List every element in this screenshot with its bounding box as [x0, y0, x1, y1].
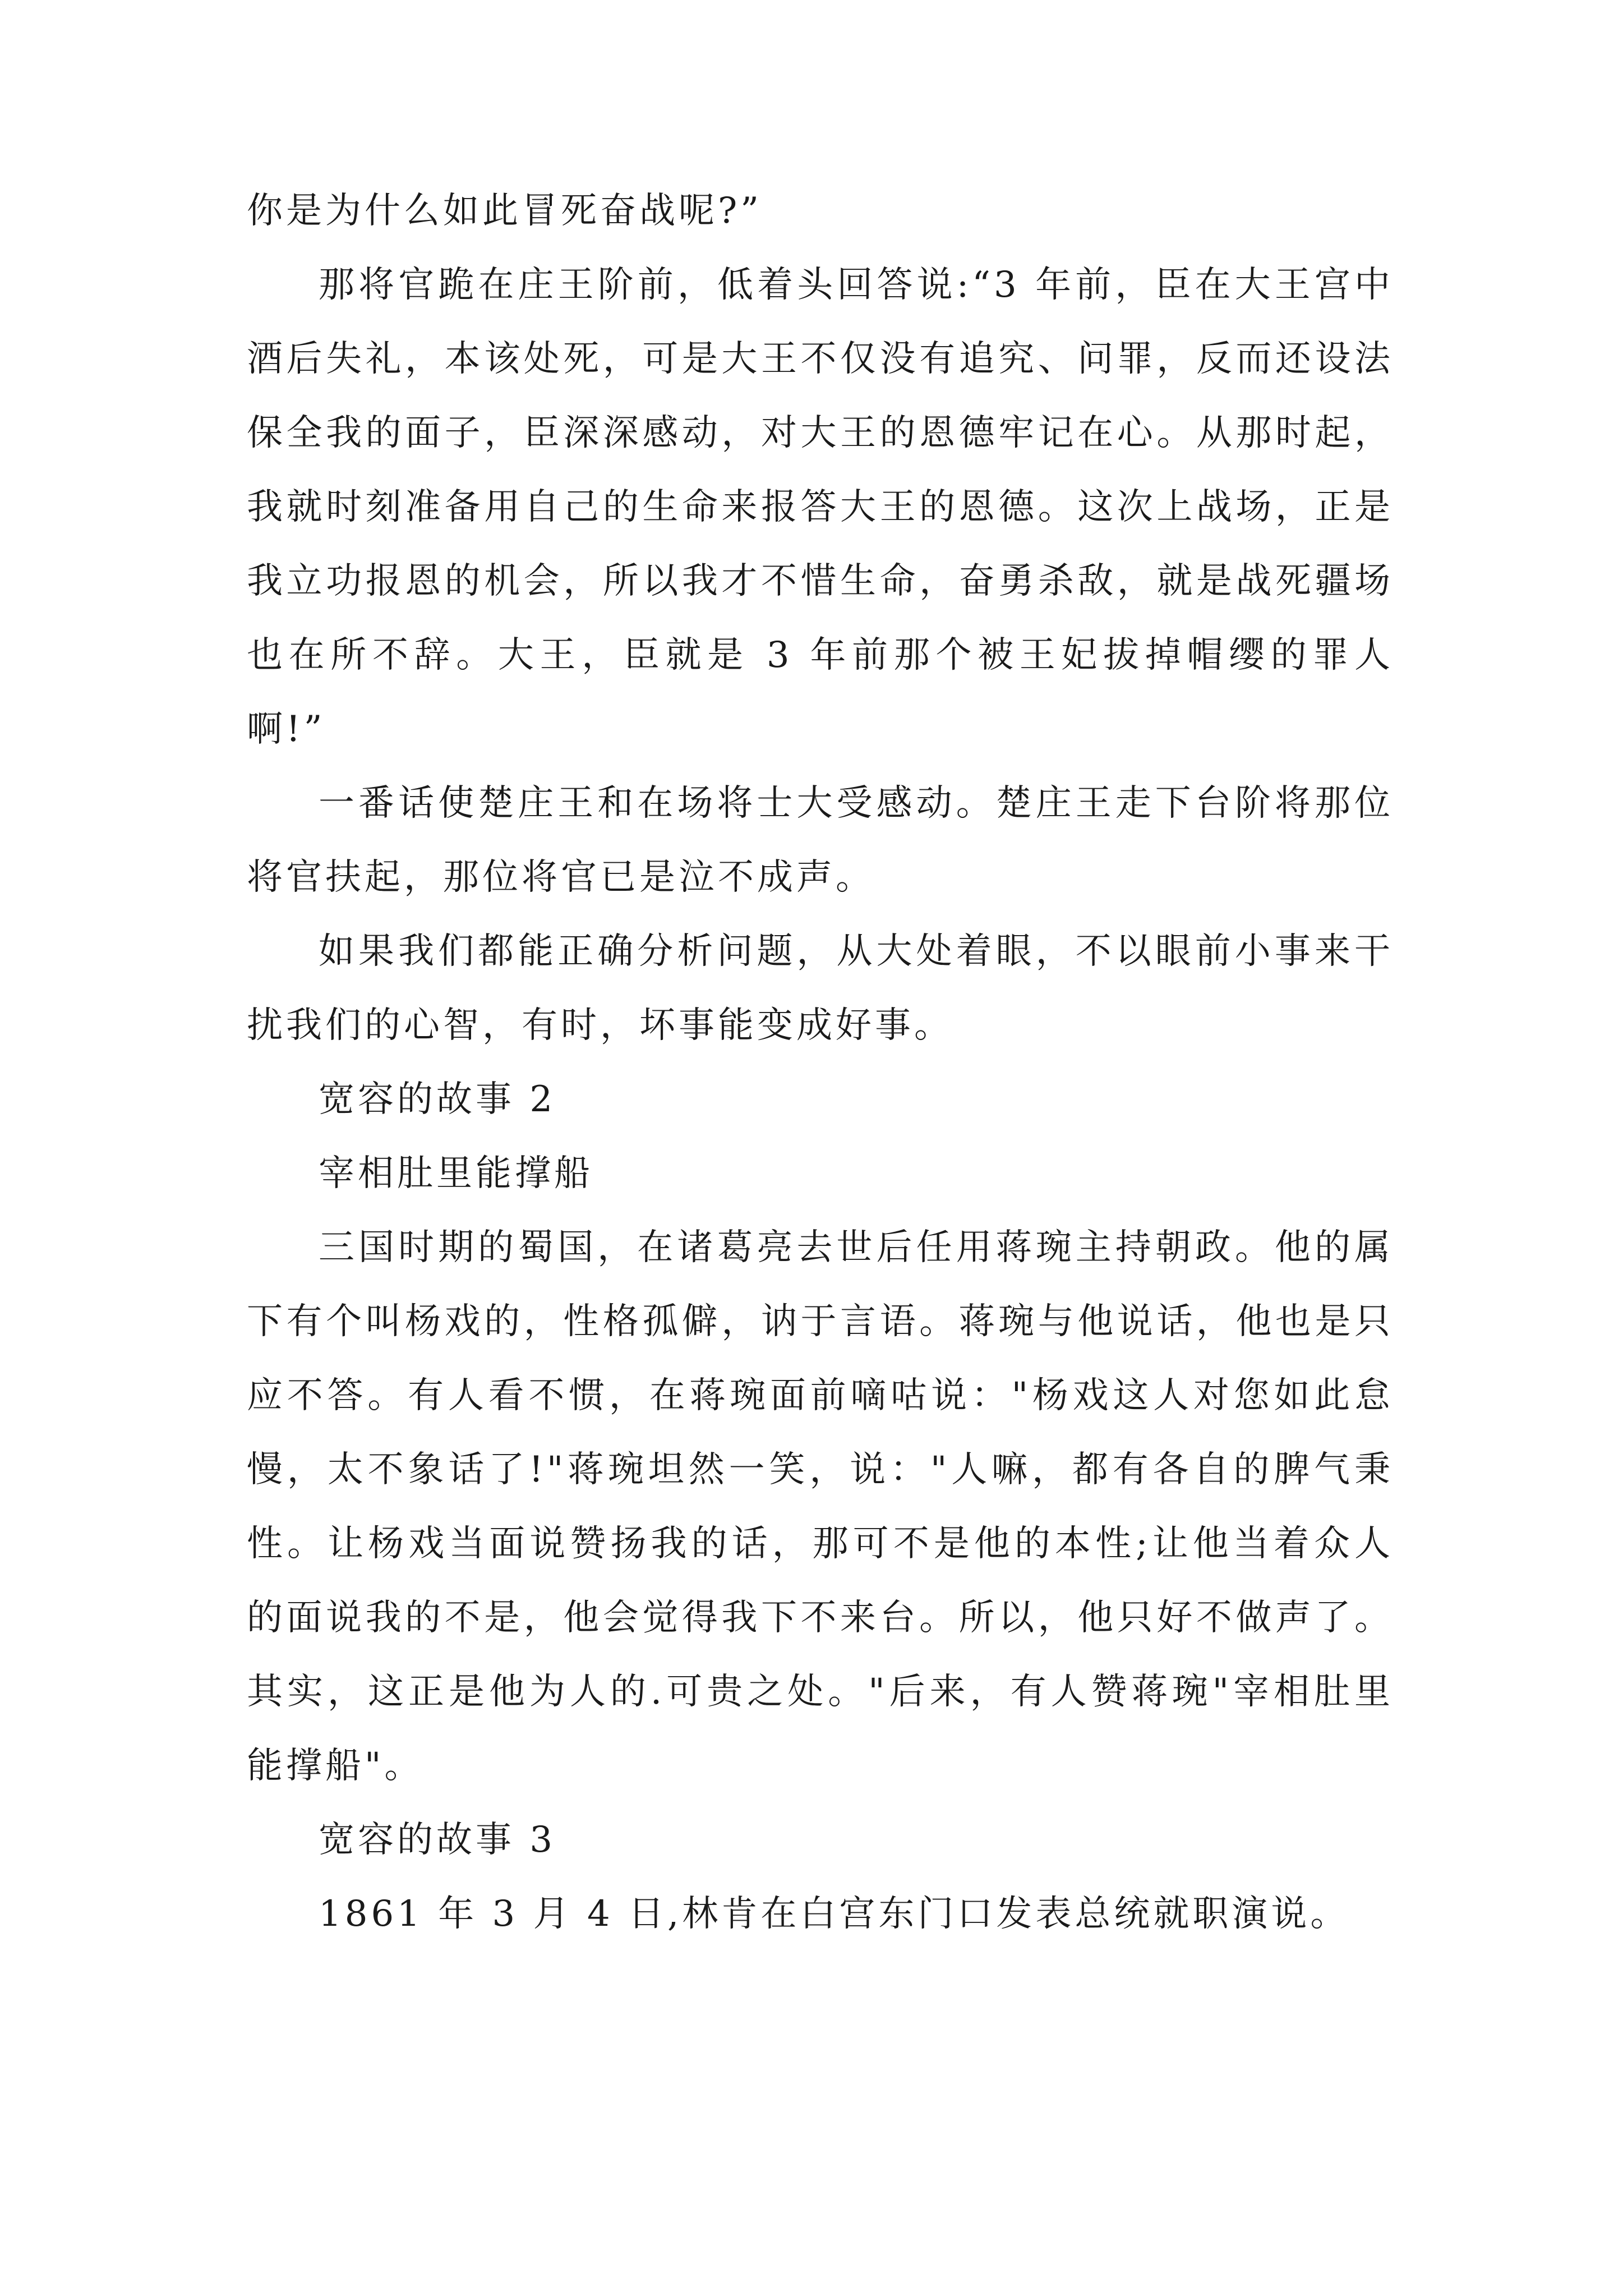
story-title: 宰相肚里能撑船	[319, 1153, 593, 1194]
paragraph-lincoln: 1861 年 3 月 4 日,林肯在白宫东门口发表总统就职演说。	[319, 1893, 1350, 1935]
paragraph-king-moved: 一番话使楚庄王和在场将士大受感动。楚庄王走下台阶将那位将官扶起，那位将官已是泣不成声。	[247, 783, 1394, 898]
paragraph-moral: 如果我们都能正确分析问题，从大处着眼，不以眼前小事来干扰我们的心智，有时，坏事能变成好事。	[247, 931, 1394, 1046]
paragraph-continuation: 你是为什么如此冒死奋战呢?”	[247, 190, 763, 232]
section-heading-story-3: 宽容的故事 3	[319, 1819, 556, 1861]
document-body	[247, 174, 1394, 1951]
paragraph-officer-reply: 那将官跪在庄王阶前，低着头回答说:“3 年前，臣在大王宫中酒后失礼，本该处死，可是大王不仅没有追究、问罪，反而还设法保全我的面子，臣深深感动，对大王的恩德牢记在心。从那时起，我就时刻准备用自己的生命来报答大王的恩德。这次上战场，正是我立功报恩的机会，所以我才不惜生命，奋勇杀敌，就是战死疆场也在所不辞。大王，臣就是 3 年前那个被王妃拔掉帽缨的罪人啊!”	[247, 264, 1394, 750]
paragraph-jiang-wan: 三国时期的蜀国，在诸葛亮去世后任用蒋琬主持朝政。他的属下有个叫杨戏的，性格孤僻，讷于言语。蒋琬与他说话，他也是只应不答。有人看不惯，在蒋琬面前嘀咕说："杨戏这人对您如此怠慢，太不象话了!"蒋琬坦然一笑，说："人嘛，都有各自的脾气秉性。让杨戏当面说赞扬我的话，那可不是他的本性;让他当着众人的面说我的不是，他会觉得我下不来台。所以，他只好不做声了。其实，这正是他为人的.可贵之处。"后来，有人赞蒋琬"宰相肚里能撑船"。	[247, 1227, 1394, 1787]
section-heading-story-2: 宽容的故事 2	[319, 1079, 556, 1120]
